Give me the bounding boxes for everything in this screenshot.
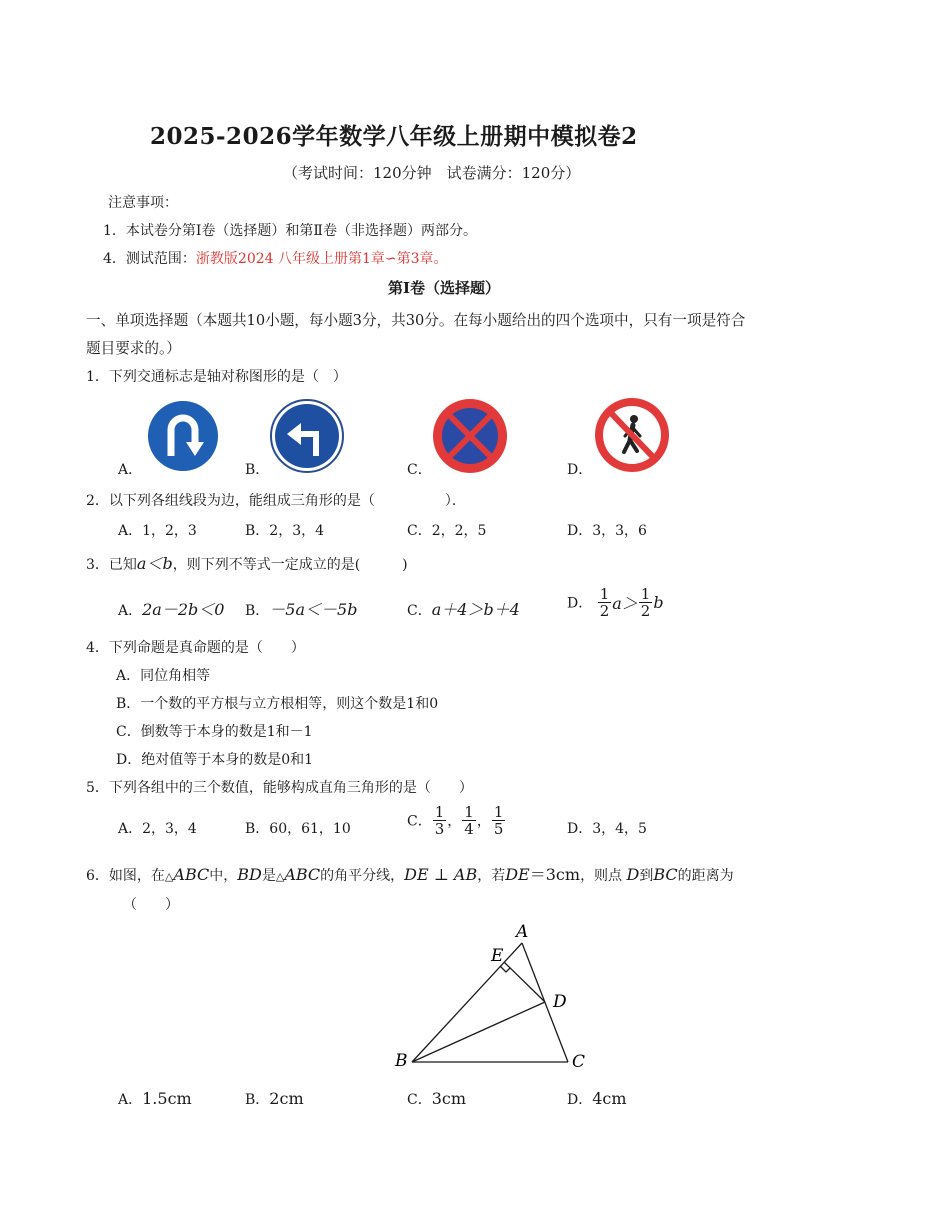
exam-subtitle: （考试时间：120分钟 试卷满分：120分） xyxy=(283,164,581,182)
notes-item-4 xyxy=(103,248,448,268)
q1-label-c: C． xyxy=(407,462,432,478)
q4-stem: 4．下列命题是真命题的是（ ） xyxy=(86,640,305,656)
q3-option-d-mid: a＞ xyxy=(612,594,638,613)
q6-answer-paren: （ ） xyxy=(123,897,179,913)
q3-option-b-expr: －5a＜－5b xyxy=(269,600,358,619)
u-turn-sign-bg xyxy=(148,401,218,471)
q3-option-d-end: b xyxy=(653,593,664,612)
segment-de xyxy=(504,962,545,1002)
section-heading: 第Ⅰ卷（选择题） xyxy=(388,279,501,297)
q6-stem: 6．如图，在△ABC中，BD是△ABC的角平分线，DE ⊥ AB，若DE＝3cm，则点 D到BC的距离为 xyxy=(86,865,734,884)
q1-label-a: A． xyxy=(118,462,143,478)
q4-option-a: A．同位角相等 xyxy=(116,668,211,684)
q6-option-c: C．3cm xyxy=(407,1089,467,1108)
q3-option-d xyxy=(567,586,664,619)
no-parking-sign-icon xyxy=(430,397,510,475)
notes-item-4-range: 浙教版2024 八年级上册第1章∽第3章。 xyxy=(195,251,448,267)
q4-option-c: C．倒数等于本身的数是1和－1 xyxy=(116,724,313,740)
q1-label-d: D． xyxy=(567,462,593,478)
q3-label-a: A． xyxy=(118,603,143,619)
q5-frac-1: $\frac{1}{3}$ xyxy=(434,803,445,838)
q2-option-b: B．2，3，4 xyxy=(245,523,325,539)
q5-label-c: C． xyxy=(407,813,432,830)
triangle-figure xyxy=(380,915,610,1075)
q6-option-d: D．4cm xyxy=(567,1089,627,1108)
q3-option-a-expr: 2a－2b＜0 xyxy=(142,600,225,619)
q3-option-d-frac-2: $\frac{1}{2}$ xyxy=(640,585,651,620)
no-pedestrians-sign-icon xyxy=(592,396,672,474)
q3-label-c: C． xyxy=(407,603,432,619)
q5-stem: 5．下列各组中的三个数值，能够构成直角三角形的是（ ） xyxy=(86,780,473,796)
q3-label-b: B． xyxy=(245,603,270,619)
notes-item-4-prefix: 4．测试范围： xyxy=(103,251,196,267)
q6-option-b: B．2cm xyxy=(245,1089,304,1108)
q3-option-c xyxy=(407,597,520,620)
q3-option-c-expr: a＋4＞b＋4 xyxy=(431,600,520,619)
q2-option-a: A．1，2，3 xyxy=(118,523,197,539)
q4-option-b: B．一个数的平方根与立方根相等，则这个数是1和0 xyxy=(116,696,439,712)
section-instructions: 一、单项选择题（本题共10小题，每小题3分，共30分。在每小题给出的四个选项中，只有一项是符合 xyxy=(86,312,746,329)
q5-option-a: A．2，3，4 xyxy=(118,821,197,837)
segment-bd xyxy=(412,1002,545,1062)
vertex-e: E xyxy=(491,946,504,966)
vertex-d: D xyxy=(553,992,567,1012)
q5-frac-3: $\frac{1}{5}$ xyxy=(493,803,504,838)
q1-label-b: B． xyxy=(245,462,270,478)
q3-stem xyxy=(86,551,408,574)
q2-option-d: D．3，3，6 xyxy=(567,523,647,539)
q5-option-c: C． $\frac{1}{3}$ ， $\frac{1}{4}$ ， $\frac{1}{5}$ xyxy=(407,803,504,838)
vertex-b: B xyxy=(395,1051,408,1071)
q5-frac-2: $\frac{1}{4}$ xyxy=(464,803,474,838)
q5-option-d: D．3，4，5 xyxy=(567,821,647,837)
page-title: 2025-2026学年数学八年级上册期中模拟卷2 xyxy=(150,123,638,150)
q3-stem-pre: 3．已知 xyxy=(86,557,137,573)
q4-option-d: D．绝对值等于本身的数是0和1 xyxy=(116,752,314,768)
side-ab xyxy=(412,943,522,1062)
vertex-a: A xyxy=(516,922,529,942)
q5-option-b: B．60，61，10 xyxy=(245,821,351,837)
q1-stem: 1．下列交通标志是轴对称图形的是（ ） xyxy=(86,369,347,385)
q3-stem-post: ，则下列不等式一定成立的是( ) xyxy=(172,557,408,573)
q3-stem-math: a＜b xyxy=(136,554,173,573)
left-turn-sign-icon xyxy=(269,398,345,474)
section-instructions-cont: 题目要求的。） xyxy=(86,340,181,357)
q2-stem: 2．以下列各组线段为边，能组成三角形的是（ ）． xyxy=(86,493,466,509)
q2-option-c: C．2，2，5 xyxy=(407,523,487,539)
notes-heading: 注意事项： xyxy=(108,195,178,211)
vertex-c: C xyxy=(572,1052,586,1072)
u-turn-sign-icon xyxy=(145,400,223,474)
notes-item-1: 1．本试卷分第Ⅰ卷（选择题）和第Ⅱ卷（非选择题）两部分。 xyxy=(103,223,477,239)
q3-option-d-frac-1: $\frac{1}{2}$ xyxy=(599,585,610,620)
q3-option-a xyxy=(118,597,224,620)
q3-option-b xyxy=(245,597,357,620)
q3-label-d: D． xyxy=(567,595,593,612)
q6-option-a: A．1.5cm xyxy=(118,1089,192,1108)
